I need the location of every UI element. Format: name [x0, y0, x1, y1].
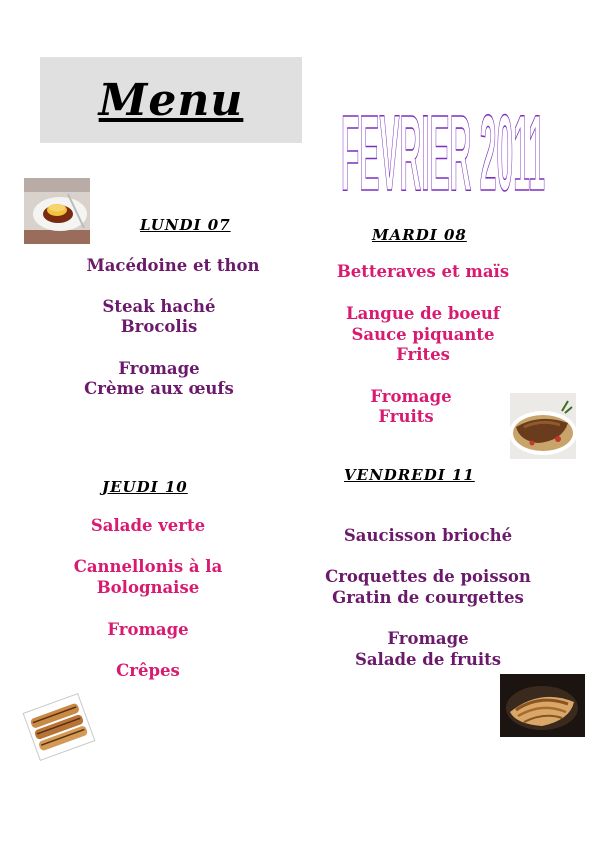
- day-heading-lundi: LUNDI 07: [140, 216, 231, 234]
- dish-jeudi-4: Fromage: [107, 620, 189, 639]
- menu-title: Menu: [98, 74, 244, 126]
- dish-mardi-2: Langue de boeuf: [346, 304, 500, 323]
- beef-tongue-photo: [510, 393, 576, 459]
- month-title: [338, 82, 548, 202]
- dish-lundi-3: Brocolis: [120, 317, 198, 336]
- dish-jeudi-2: Cannellonis à la: [73, 557, 223, 576]
- dish-vendredi-4: Fromage: [387, 629, 469, 648]
- crepes-photo: [22, 692, 96, 762]
- day-heading-vendredi: VENDREDI 11: [344, 466, 475, 484]
- dish-jeudi-3: Bolognaise: [96, 578, 200, 597]
- dish-lundi-1: Macédoine et thon: [86, 256, 260, 275]
- dish-lundi-5: Crème aux œufs: [84, 379, 234, 398]
- brioche-photo: [500, 674, 585, 737]
- day-heading-jeudi: JEUDI 10: [102, 478, 188, 496]
- dish-mardi-4: Frites: [396, 345, 450, 364]
- dish-mardi-6: Fruits: [378, 407, 434, 426]
- dish-mardi-1: Betteraves et maïs: [336, 262, 510, 281]
- menu-title-banner: [40, 57, 302, 143]
- dish-vendredi-3: Gratin de courgettes: [332, 588, 524, 607]
- month-title-text: FEVRIER 2011: [341, 92, 545, 202]
- dish-jeudi-5: Crêpes: [116, 661, 180, 680]
- dish-vendredi-1: Saucisson brioché: [343, 526, 513, 545]
- dish-jeudi-1: Salade verte: [90, 516, 206, 535]
- dish-mardi-5: Fromage: [370, 387, 452, 406]
- dish-lundi-4: Fromage: [118, 359, 200, 378]
- day-heading-mardi: MARDI 08: [372, 226, 467, 244]
- dish-vendredi-2: Croquettes de poisson: [325, 567, 531, 586]
- dish-vendredi-5: Salade de fruits: [354, 650, 502, 669]
- dish-lundi-2: Steak haché: [102, 297, 216, 316]
- dish-mardi-3: Sauce piquante: [351, 325, 495, 344]
- flan-caramel-photo: [24, 178, 90, 244]
